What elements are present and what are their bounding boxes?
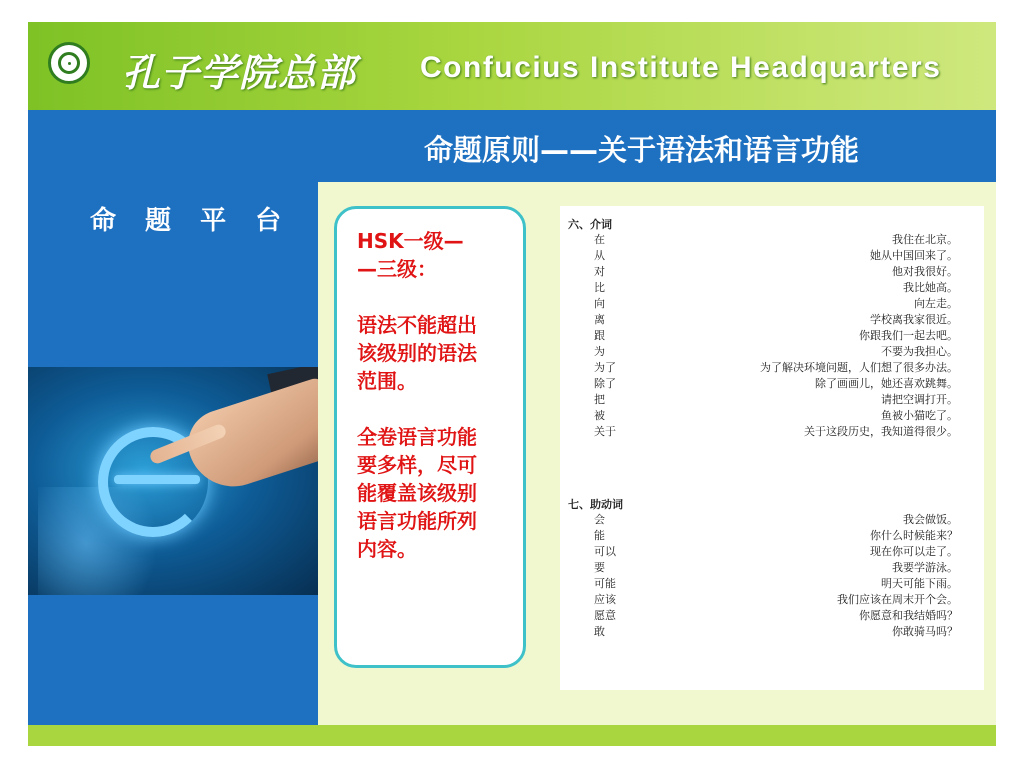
card-line: —三级： — [357, 257, 437, 281]
card-line: 内容。 — [357, 537, 417, 561]
brand-english-name: Confucius Institute Headquarters — [420, 51, 942, 84]
card-line: HSK一级— — [357, 229, 464, 253]
grammar-word: 把 — [594, 393, 605, 406]
section-title-prepositions: 六、介词 — [568, 218, 612, 231]
card-line: 要多样，尽可 — [357, 453, 477, 477]
grammar-example: 你愿意和我结婚吗？ — [859, 609, 958, 622]
header-banner — [28, 22, 996, 110]
grammar-word: 愿意 — [594, 609, 616, 622]
grammar-example: 明天可能下雨。 — [881, 577, 958, 590]
grammar-word: 为 — [594, 345, 605, 358]
grammar-example: 你什么时候能来？ — [870, 529, 958, 542]
grammar-row — [594, 328, 958, 344]
grammar-row — [594, 392, 958, 408]
grammar-example: 除了画画儿，她还喜欢跳舞。 — [815, 377, 958, 390]
section-title-auxiliary-verbs: 七、助动词 — [568, 498, 623, 511]
grammar-word: 关于 — [594, 425, 616, 438]
grammar-row — [594, 528, 958, 544]
grammar-example: 我们应该在周末开个会。 — [837, 593, 958, 606]
grammar-example: 你跟我们一起去吧。 — [859, 329, 958, 342]
grammar-example: 我住在北京。 — [892, 233, 958, 246]
grammar-word: 跟 — [594, 329, 605, 342]
grammar-word: 比 — [594, 281, 605, 294]
grammar-row — [594, 264, 958, 280]
sidebar-label: 命 题 平 台 — [90, 206, 292, 236]
slide — [28, 22, 996, 746]
grammar-row — [594, 360, 958, 376]
grammar-example: 学校离我家很近。 — [870, 313, 958, 326]
card-line: 语言功能所列 — [357, 509, 477, 533]
grammar-word: 应该 — [594, 593, 616, 606]
grammar-word: 从 — [594, 249, 605, 262]
card-line: 能覆盖该级别 — [357, 481, 477, 505]
grammar-row — [594, 512, 958, 528]
grammar-word: 除了 — [594, 377, 616, 390]
grammar-example: 我会做饭。 — [903, 513, 958, 526]
grammar-word: 向 — [594, 297, 605, 310]
grammar-example: 她从中国回来了。 — [870, 249, 958, 262]
grammar-word: 为了 — [594, 361, 616, 374]
grammar-word: 被 — [594, 409, 605, 422]
hand-touching-e-icon — [28, 367, 318, 595]
grammar-row — [594, 232, 958, 248]
page-title: 命题原则——关于语法和语言功能 — [424, 133, 860, 167]
grammar-example: 鱼被小猫吃了。 — [881, 409, 958, 422]
grammar-example: 我要学游泳。 — [892, 561, 958, 574]
grammar-row — [594, 248, 958, 264]
grammar-example: 请把空调打开。 — [881, 393, 958, 406]
grammar-example: 向左走。 — [914, 297, 958, 310]
grammar-row — [594, 424, 958, 440]
grammar-word: 敢 — [594, 625, 605, 638]
card-line: 全卷语言功能 — [357, 425, 477, 449]
brand-chinese-name: 孔子学院总部 — [122, 50, 357, 95]
grammar-list-image — [560, 206, 984, 690]
grammar-word: 离 — [594, 313, 605, 326]
card-line: 该级别的语法 — [357, 341, 477, 365]
grammar-row — [594, 376, 958, 392]
principles-text — [357, 227, 517, 563]
grammar-word: 在 — [594, 233, 605, 246]
grammar-example: 不要为我担心。 — [881, 345, 958, 358]
grammar-row — [594, 624, 958, 640]
grammar-row — [594, 344, 958, 360]
grammar-word: 可以 — [594, 545, 616, 558]
grammar-row — [594, 560, 958, 576]
card-line: 语法不能超出 — [357, 313, 477, 337]
grammar-word: 要 — [594, 561, 605, 574]
grammar-row — [594, 576, 958, 592]
grammar-example: 我比她高。 — [903, 281, 958, 294]
grammar-row — [594, 592, 958, 608]
grammar-example: 为了解决环境问题，人们想了很多办法。 — [760, 361, 958, 374]
grammar-row — [594, 544, 958, 560]
grammar-row — [594, 296, 958, 312]
grammar-row — [594, 608, 958, 624]
grammar-word: 可能 — [594, 577, 616, 590]
grammar-word: 会 — [594, 513, 605, 526]
grammar-example: 现在你可以走了。 — [870, 545, 958, 558]
grammar-row — [594, 312, 958, 328]
grammar-example: 你敢骑马吗？ — [892, 625, 958, 638]
grammar-word: 能 — [594, 529, 605, 542]
footer-bar — [28, 725, 996, 746]
grammar-row — [594, 408, 958, 424]
grammar-word: 对 — [594, 265, 605, 278]
grammar-example: 关于这段历史，我知道得很少。 — [804, 425, 958, 438]
grammar-example: 他对我很好。 — [892, 265, 958, 278]
grammar-row — [594, 280, 958, 296]
card-line: 范围。 — [357, 369, 417, 393]
confucius-institute-logo-icon — [48, 42, 90, 84]
principles-card — [334, 206, 526, 668]
